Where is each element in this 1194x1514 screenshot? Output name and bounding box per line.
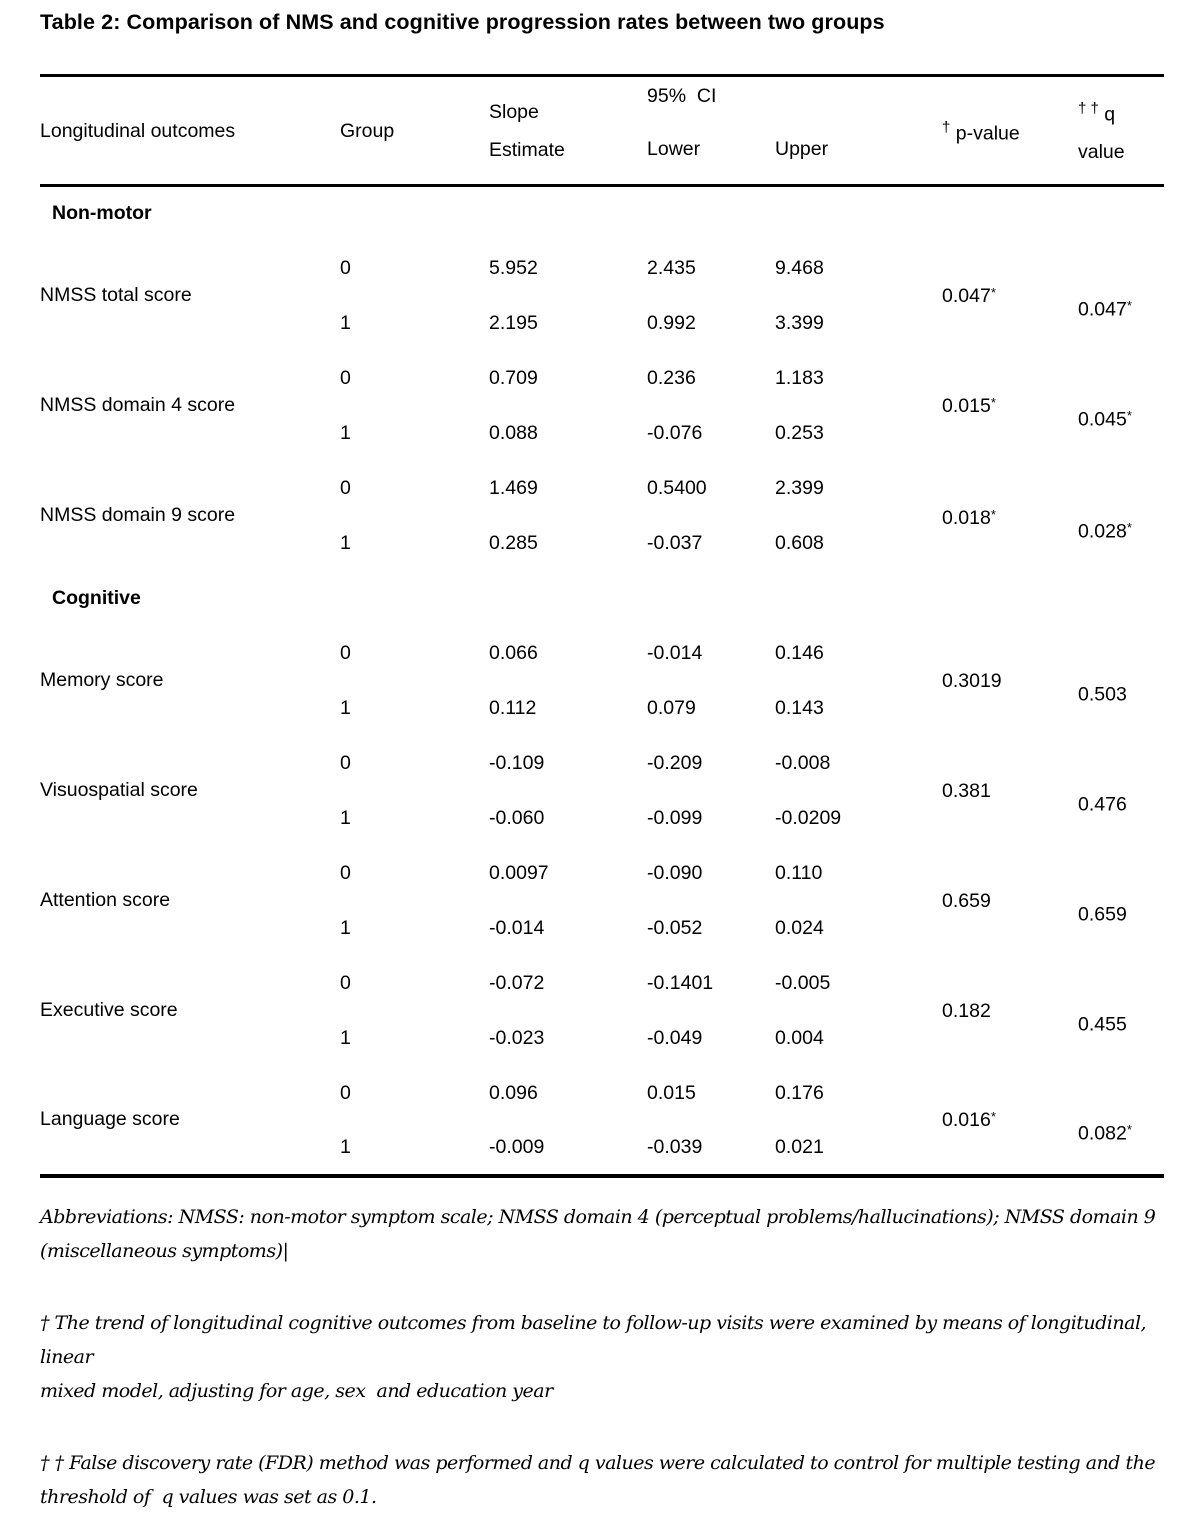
- ci-lower-cell: 0.236: [647, 366, 696, 389]
- group-cell: 1: [340, 806, 351, 829]
- ci-upper-cell: 0.024: [775, 916, 824, 939]
- q-value-cell: 0.476: [1078, 793, 1127, 816]
- outcome-block: [40, 736, 1164, 846]
- ci-upper-cell: -0.005: [775, 971, 831, 994]
- significance-star: *: [990, 284, 996, 300]
- ci-lower-cell: -0.099: [647, 806, 703, 829]
- p-value-cell: 0.015*: [942, 394, 996, 418]
- slope-cell: -0.060: [489, 806, 545, 829]
- p-value-cell: 0.182: [942, 1000, 991, 1023]
- ci-span-header: 95% CI: [647, 85, 717, 107]
- group-cell: 1: [340, 311, 351, 334]
- significance-star: *: [990, 1108, 996, 1124]
- ci-lower-cell: 0.015: [647, 1081, 696, 1104]
- group-cell: 0: [340, 861, 351, 884]
- ci-lower-cell: -0.090: [647, 861, 703, 884]
- ci-lower-cell: -0.209: [647, 751, 703, 774]
- outcome-label: Executive score: [40, 999, 178, 1021]
- p-value-header-label: p-value: [955, 122, 1020, 145]
- ci-upper-cell: -0.0209: [775, 806, 842, 829]
- p-value-cell: 0.018*: [942, 506, 996, 530]
- column-header-p-value: [942, 76, 1078, 186]
- table-row: [40, 1066, 1164, 1121]
- outcome-block: [40, 626, 1164, 736]
- footnote-double-dagger: † † False discovery rate (FDR) method was performed and q values were calculated to control for multiple testing and the threshold of q values was set as 0.1.: [40, 1451, 1156, 1508]
- ci-lower-cell: -0.1401: [647, 971, 714, 994]
- ci-upper-cell: 0.110: [775, 861, 823, 884]
- slope-cell: 0.066: [489, 641, 538, 664]
- q-value-cell: 0.028*: [1078, 519, 1132, 543]
- p-value-cell: 0.016*: [942, 1108, 996, 1132]
- slope-cell: 1.469: [489, 476, 538, 499]
- outcome-block: [40, 846, 1164, 956]
- outcome-label: NMSS domain 9 score: [40, 504, 236, 526]
- slope-cell: 2.195: [489, 311, 538, 334]
- group-cell: 1: [340, 1135, 351, 1158]
- ci-lower-cell: -0.076: [647, 421, 703, 444]
- ci-lower-cell: -0.039: [647, 1135, 703, 1158]
- significance-star: *: [1126, 519, 1132, 535]
- slope-cell: 0.096: [489, 1081, 538, 1104]
- section-header: Cognitive: [52, 586, 141, 609]
- ci-upper-cell: 1.183: [775, 366, 824, 389]
- outcome-label: Language score: [40, 1108, 180, 1130]
- column-header-group-label: Group: [340, 119, 395, 142]
- slope-cell: 0.285: [489, 531, 538, 554]
- table-title: Table 2: Comparison of NMS and cognitive progression rates between two groups: [40, 10, 885, 34]
- ci-upper-cell: 0.253: [775, 421, 824, 444]
- table-row: [40, 351, 1164, 406]
- q-value-cell: 0.503: [1078, 683, 1127, 706]
- q-value-cell: 0.047*: [1078, 297, 1132, 321]
- table-row: [40, 461, 1164, 516]
- table-row: [40, 571, 1164, 626]
- group-cell: 1: [340, 696, 351, 719]
- group-cell: 1: [340, 1026, 351, 1049]
- group-cell: 0: [340, 751, 351, 774]
- significance-star: *: [1126, 1121, 1132, 1137]
- table-header: [40, 76, 1164, 186]
- p-value-cell: 0.381: [942, 780, 991, 803]
- q-header-line2: value: [1078, 141, 1125, 164]
- ci-upper-cell: 3.399: [775, 311, 824, 334]
- ci-lower-cell: 0.079: [647, 696, 696, 719]
- significance-star: *: [990, 394, 996, 410]
- outcome-label: NMSS total score: [40, 284, 192, 306]
- slope-cell: 5.952: [489, 256, 538, 279]
- ci-upper-cell: 0.021: [775, 1135, 824, 1158]
- q-value-cell: 0.045*: [1078, 407, 1132, 431]
- table-row: [40, 846, 1164, 901]
- ci-upper-cell: 0.176: [775, 1081, 824, 1104]
- group-cell: 0: [340, 641, 351, 664]
- slope-cell: 0.112: [489, 696, 537, 719]
- column-header-group: [340, 76, 489, 186]
- ci-upper-label: Upper: [775, 138, 829, 160]
- column-header-ci-upper: [775, 76, 942, 186]
- outcome-block: [40, 956, 1164, 1066]
- column-header-outcomes-label: Longitudinal outcomes: [40, 119, 236, 142]
- group-cell: 1: [340, 421, 351, 444]
- column-header-slope-estimate: [489, 76, 647, 186]
- ci-upper-cell: -0.008: [775, 751, 831, 774]
- ci-lower-label: Lower: [647, 138, 701, 160]
- section-row-non-motor: [40, 186, 1164, 241]
- slope-cell: 0.709: [489, 366, 538, 389]
- q-value-cell: 0.659: [1078, 903, 1127, 926]
- outcome-label: Memory score: [40, 669, 164, 691]
- slope-header-line2: Estimate: [489, 138, 565, 161]
- outcome-block: [40, 351, 1164, 461]
- slope-cell: 0.088: [489, 421, 538, 444]
- slope-cell: -0.109: [489, 751, 545, 774]
- ci-upper-spacer: [775, 77, 942, 115]
- column-header-outcomes: [40, 76, 340, 186]
- group-cell: 0: [340, 366, 351, 389]
- ci-lower-cell: 0.992: [647, 311, 696, 334]
- double-dagger-symbol: † †: [1078, 99, 1099, 117]
- ci-lower-cell: -0.014: [647, 641, 703, 664]
- footnote-dagger: † The trend of longitudinal cognitive outcomes from baseline to follow-up visits were examined by means of longitudinal, linear mixed model, adjusting for age, sex and education year: [40, 1311, 1152, 1402]
- table-row: [40, 241, 1164, 296]
- column-header-q-value: [1078, 76, 1164, 186]
- significance-star: *: [990, 506, 996, 522]
- ci-lower-cell: -0.037: [647, 531, 703, 554]
- group-cell: 1: [340, 531, 351, 554]
- ci-upper-cell: 0.143: [775, 696, 824, 719]
- group-cell: 0: [340, 256, 351, 279]
- slope-cell: -0.023: [489, 1026, 545, 1049]
- group-cell: 0: [340, 1081, 351, 1104]
- slope-header-line1: Slope: [489, 100, 539, 123]
- ci-lower-cell: 2.435: [647, 256, 696, 279]
- table-row: [40, 956, 1164, 1011]
- results-table: [40, 74, 1164, 1178]
- ci-lower-cell: 0.5400: [647, 476, 707, 499]
- dagger-symbol: †: [942, 118, 951, 136]
- ci-lower-cell: -0.052: [647, 916, 703, 939]
- group-cell: 0: [340, 476, 351, 499]
- outcome-label: NMSS domain 4 score: [40, 394, 236, 416]
- table-row: [40, 736, 1164, 791]
- group-cell: 0: [340, 971, 351, 994]
- significance-star: *: [1126, 407, 1132, 423]
- slope-cell: -0.009: [489, 1135, 545, 1158]
- outcome-label: Attention score: [40, 889, 171, 911]
- slope-cell: 0.0097: [489, 861, 549, 884]
- column-header-ci-lower: [647, 76, 775, 186]
- footnote-abbreviations: Abbreviations: NMSS: non-motor symptom scale; NMSS domain 4 (perceptual problems/hallucinations); NMSS domain 9 (miscellaneous symptoms)|: [40, 1205, 1156, 1262]
- ci-lower-cell: -0.049: [647, 1026, 703, 1049]
- outcome-block: [40, 461, 1164, 571]
- slope-cell: -0.072: [489, 971, 545, 994]
- section-row-cognitive: [40, 571, 1164, 626]
- header-row: [40, 76, 1164, 186]
- outcome-block: [40, 1066, 1164, 1176]
- q-header-letter: q: [1104, 103, 1116, 126]
- outcome-block: [40, 241, 1164, 351]
- table-row: [40, 626, 1164, 681]
- ci-upper-cell: 0.146: [775, 641, 824, 664]
- ci-upper-cell: 9.468: [775, 256, 824, 279]
- p-value-cell: 0.3019: [942, 670, 1002, 693]
- outcome-label: Visuospatial score: [40, 779, 198, 801]
- footnotes: [40, 1200, 1164, 1514]
- slope-cell: -0.014: [489, 916, 545, 939]
- p-value-cell: 0.047*: [942, 284, 996, 308]
- ci-upper-cell: 0.004: [775, 1026, 824, 1049]
- ci-upper-cell: 2.399: [775, 476, 824, 499]
- table-row: [40, 186, 1164, 241]
- ci-upper-cell: 0.608: [775, 531, 824, 554]
- q-value-cell: 0.082*: [1078, 1121, 1132, 1145]
- q-value-cell: 0.455: [1078, 1013, 1127, 1036]
- p-value-cell: 0.659: [942, 890, 991, 913]
- group-cell: 1: [340, 916, 351, 939]
- section-header: Non-motor: [52, 202, 152, 225]
- significance-star: *: [1126, 297, 1132, 313]
